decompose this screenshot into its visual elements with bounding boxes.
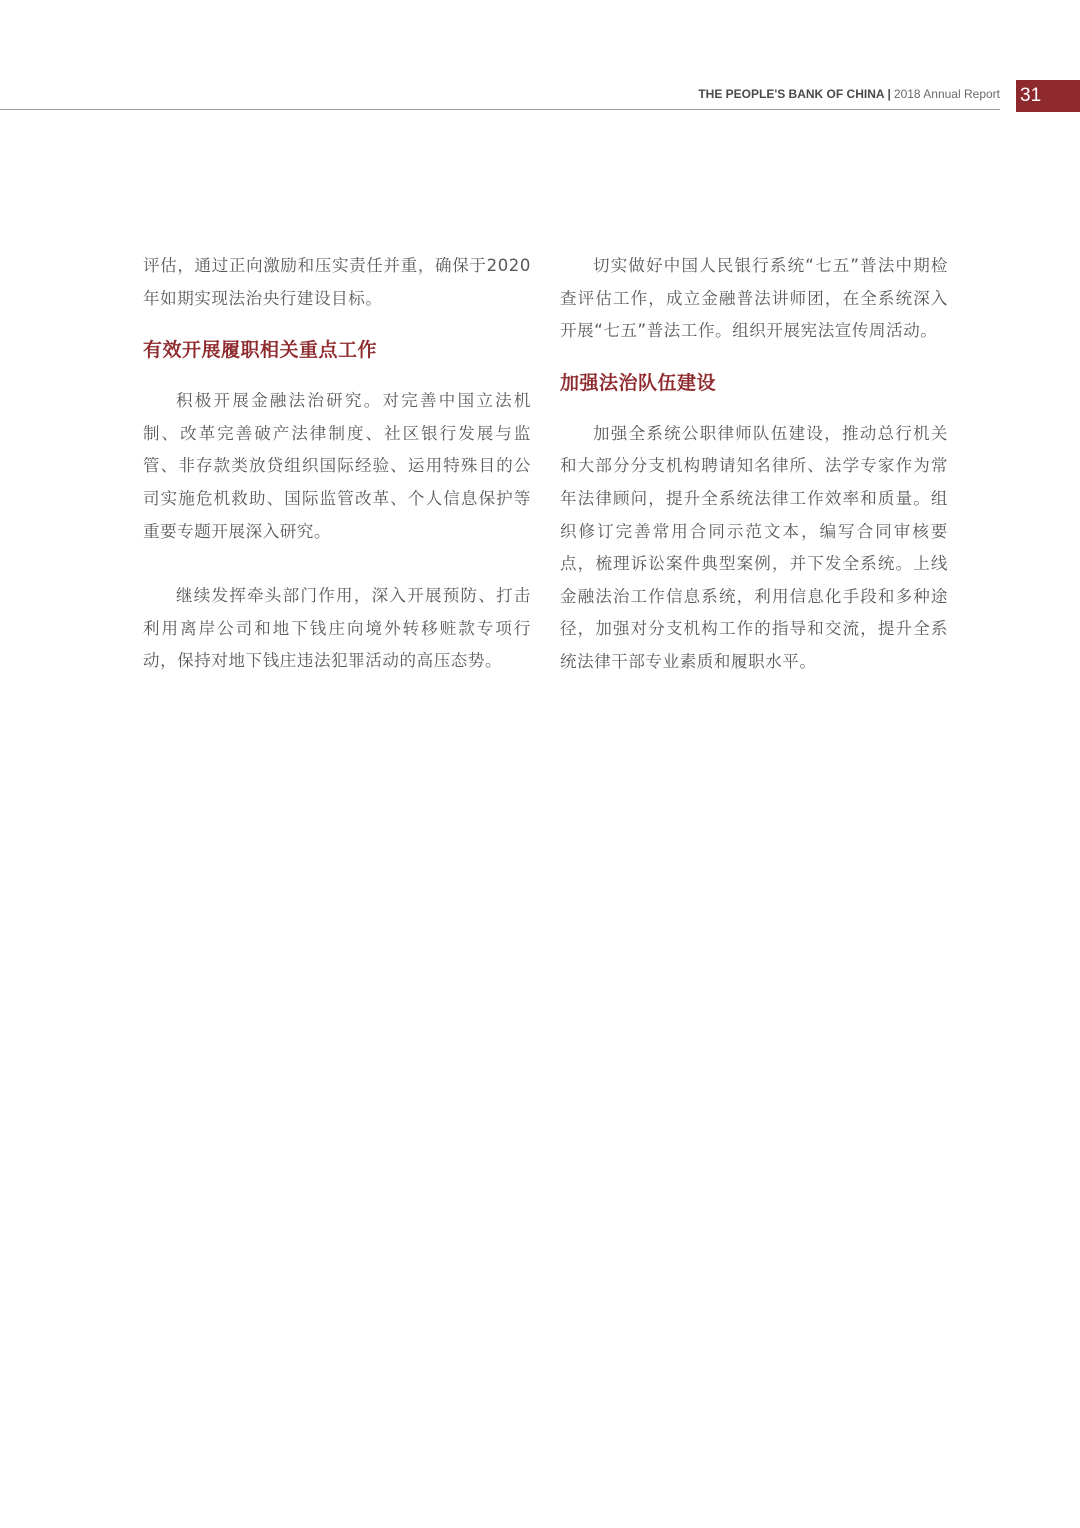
section-heading-team: 加强法治队伍建设 <box>560 371 717 394</box>
left-column <box>143 250 531 678</box>
page-number: 31 <box>1016 80 1080 112</box>
header-report-title: 2018 Annual Report <box>893 87 1000 101</box>
section-heading-duties: 有效开展履职相关重点工作 <box>143 339 378 362</box>
paragraph-legal-education: 切实做好中国人民银行系统“七五”普法中期检查评估工作，成立金融普法讲师团，在全系统深入开展“七五”普法工作。组织开展宪法宣传周活动。 <box>560 256 948 341</box>
header-org-name: THE PEOPLE'S BANK OF CHINA <box>698 87 885 101</box>
header-separator: | <box>887 87 891 101</box>
paragraph-team-building: 加强全系统公职律师队伍建设，推动总行机关和大部分分支机构聘请知名律所、法学专家作为常年法律顾问，提升全系统法律工作效率和质量。组织修订完善常用合同示范文本，编写合同审核要点，梳理诉讼案件典型案例，并下发全系统。上线金融法治工作信息系统，利用信息化手段和多种途径，加强对分支机构工作的指导和交流，提升全系统法律干部专业素质和履职水平。 <box>560 423 948 671</box>
right-column <box>560 250 948 679</box>
paragraph-offshore-action: 继续发挥牵头部门作用，深入开展预防、打击利用离岸公司和地下钱庄向境外转移赃款专项行动，保持对地下钱庄违法犯罪活动的高压态势。 <box>143 586 531 671</box>
continued-paragraph: 评估，通过正向激励和压实责任并重，确保于2020年如期实现法治央行建设目标。 <box>143 256 531 308</box>
header-rule <box>0 109 1000 110</box>
paragraph-legal-research: 积极开展金融法治研究。对完善中国立法机制、改革完善破产法律制度、社区银行发展与监管、非存款类放贷组织国际经验、运用特殊目的公司实施危机救助、国际监管改革、个人信息保护等重要专题开展深入研究。 <box>143 391 531 541</box>
page-header <box>0 80 1080 112</box>
running-header <box>698 86 1000 102</box>
